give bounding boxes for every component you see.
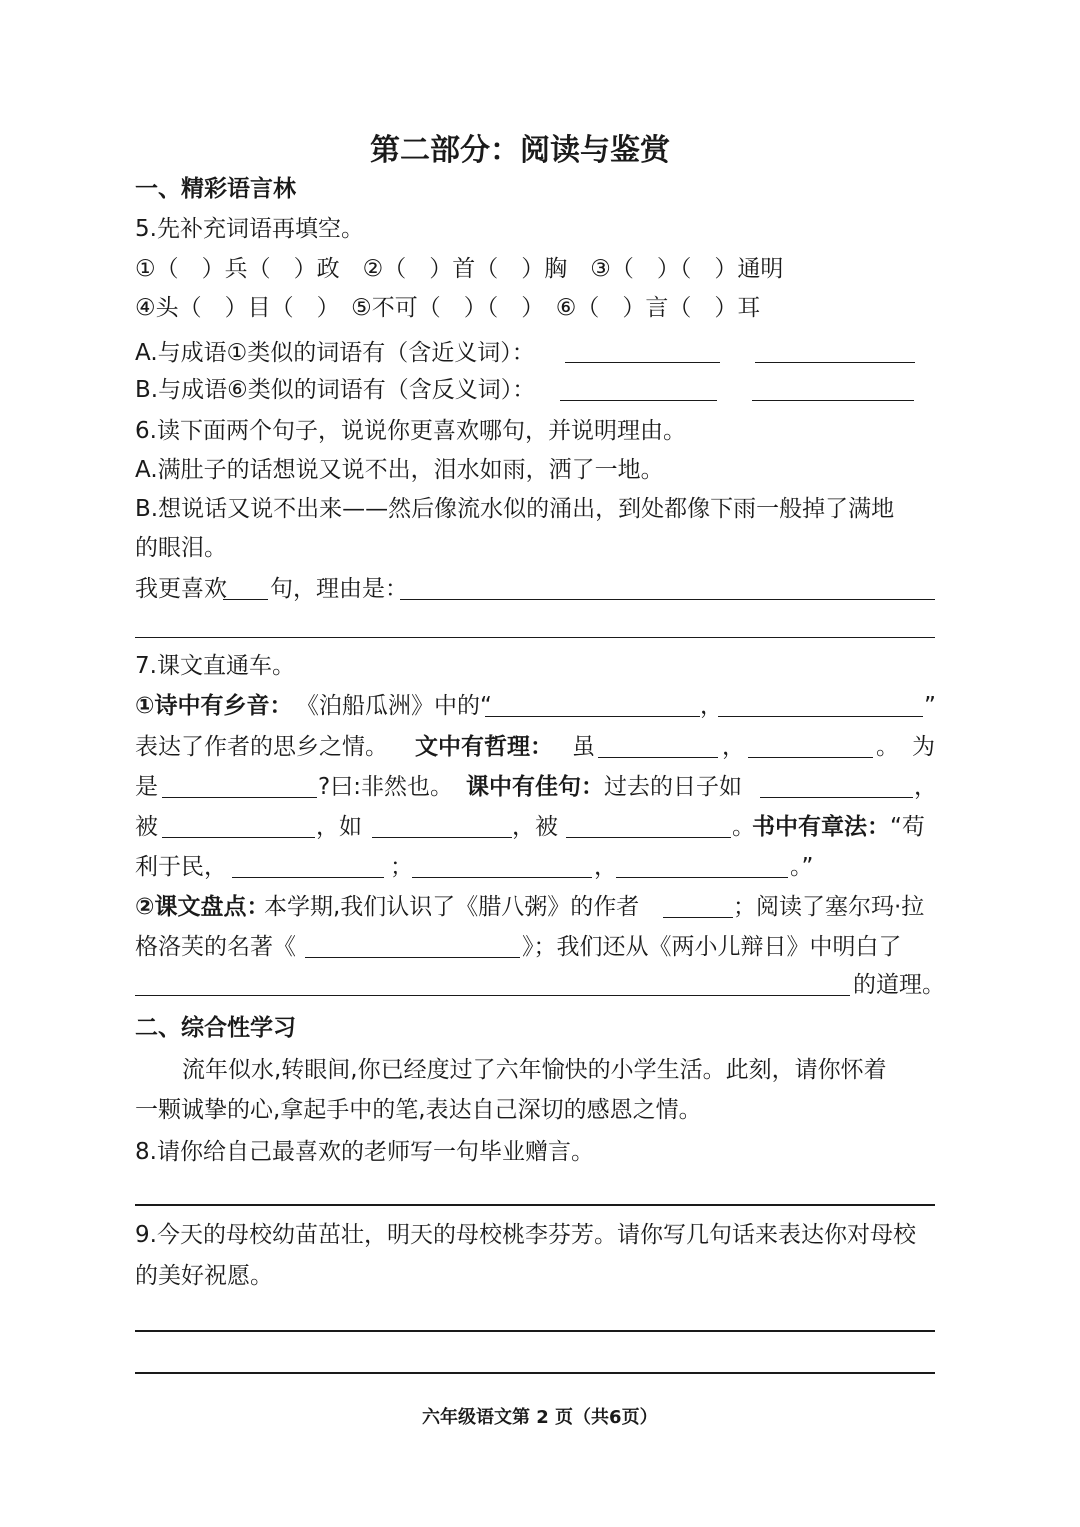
q7-book-title-blank[interactable]: [305, 957, 520, 958]
q7-close-quote: ”: [924, 693, 936, 719]
q6-sentence-b-line2: 的眼泪。: [135, 535, 227, 561]
q5-b-blank-1[interactable]: [560, 400, 717, 401]
q7-poem-blank-2[interactable]: [718, 716, 923, 717]
q6-prompt: 6.读下面两个句子，说说你更喜欢哪句，并说明理由。: [135, 418, 686, 444]
q7-comma-4: ，: [594, 854, 617, 880]
q7-yue: ?曰:非然也。: [318, 774, 453, 800]
q7-p1-line2: 表达了作者的思乡之情。: [135, 734, 388, 760]
q7-p1-label: ①诗中有乡音：: [135, 693, 293, 719]
q7-sentence-blank-2[interactable]: [162, 837, 315, 838]
q7-comma-3: ，: [914, 774, 937, 800]
q7-book-blank-2[interactable]: [412, 877, 592, 878]
q7-comma-2: ，: [722, 734, 745, 760]
q7-prompt: 7.课文直通车。: [135, 653, 295, 679]
q9-prompt-line2: 的美好祝愿。: [135, 1263, 273, 1289]
q7-close-end: 。”: [790, 854, 814, 880]
q5-row2: ④头（ ）目（ ） ⑤不可（ ）（ ） ⑥（ ）言（ ）耳: [135, 295, 761, 321]
q7-book-blank-1[interactable]: [232, 877, 384, 878]
q7-book-blank-3[interactable]: [616, 877, 788, 878]
q5-a-label: A.与成语①类似的词语有（含近义词）：: [135, 340, 535, 366]
q6-answer-prefix: 我更喜欢: [135, 576, 227, 602]
q7-p1-label4: 书中有章法：: [752, 814, 890, 840]
q5-prompt: 5.先补充词语再填空。: [135, 216, 364, 242]
q9-answer-line-1[interactable]: [135, 1330, 935, 1332]
q7-period-2: 。: [732, 814, 755, 840]
q6-reason-blank-2[interactable]: [135, 637, 935, 638]
q7-philosophy-blank-2[interactable]: [748, 757, 873, 758]
section1-heading: 一、精彩语言林: [135, 176, 296, 202]
q7-author-blank[interactable]: [663, 917, 733, 918]
q5-b-blank-2[interactable]: [752, 400, 914, 401]
q9-prompt-line1: 9.今天的母校幼苗茁壮，明天的母校桃李芬芳。请你写几句话来表达你对母校: [135, 1222, 916, 1248]
q7-p2-line2a: 格洛芙的名著《: [135, 934, 296, 960]
q7-wei: 为: [912, 734, 935, 760]
q7-sentence-blank-4[interactable]: [566, 837, 731, 838]
section2-intro-line2: 一颗诚挚的心,拿起手中的笔,表达自己深切的感恩之情。: [135, 1097, 702, 1123]
q7-sentence-blank-3[interactable]: [372, 837, 512, 838]
page-title: 第二部分：阅读与鉴赏: [370, 133, 670, 168]
q7-bei-2: ，被: [512, 814, 558, 840]
q5-a-blank-1[interactable]: [565, 362, 720, 363]
q7-p1-text: 《泊船瓜洲》中的“: [296, 693, 492, 719]
q7-truth-blank[interactable]: [135, 995, 850, 996]
q7-li: 利于民，: [135, 854, 227, 880]
q7-p2-text: 本学期,我们认识了《腊八粥》的作者: [264, 894, 640, 920]
q7-period-1: 。: [876, 734, 899, 760]
section2-intro-line1: 流年似水,转眼间,你已经度过了六年愉快的小学生活。此刻，请你怀着: [182, 1057, 887, 1083]
q9-answer-line-2[interactable]: [135, 1372, 935, 1374]
q7-bei-1: 被: [135, 814, 158, 840]
q7-ru: ，如: [316, 814, 362, 840]
q7-p2-text2: ；阅读了塞尔玛·拉: [733, 894, 925, 920]
q7-p2-line3: 的道理。: [853, 972, 945, 998]
q6-answer-reason-label: 句，理由是：: [270, 576, 408, 602]
q5-a-blank-2[interactable]: [755, 362, 915, 363]
q7-p2-label: ②课文盘点：: [135, 894, 270, 920]
q6-sentence-b-line1: B.想说话又说不出来——然后像流水似的涌出，到处都像下雨一般掉了满地: [135, 496, 895, 522]
q8-prompt: 8.请你给自己最喜欢的老师写一句毕业赠言。: [135, 1139, 594, 1165]
q7-p2-line2b: 》；我们还从《两小儿辩日》中明白了: [522, 934, 902, 960]
q7-philosophy-blank-1[interactable]: [598, 757, 718, 758]
q7-comma-1: ，: [700, 693, 723, 719]
q7-semicolon: ；: [390, 854, 413, 880]
q6-choice-blank[interactable]: [223, 599, 268, 600]
q7-p1-label3: 课中有佳句：: [466, 774, 604, 800]
q7-poem-blank-1[interactable]: [485, 716, 700, 717]
section2-heading: 二、综合性学习: [135, 1015, 296, 1041]
page-footer: 六年级语文第 2 页（共6页）: [422, 1407, 658, 1428]
q5-b-label: B.与成语⑥类似的词语有（含反义词）：: [135, 377, 536, 403]
q7-sentence-blank-1[interactable]: [760, 797, 913, 798]
q6-reason-blank-1[interactable]: [400, 599, 935, 600]
q8-answer-line[interactable]: [135, 1204, 935, 1206]
q7-gou: “苟: [890, 814, 925, 840]
q7-p1-label2: 文中有哲理：: [415, 734, 553, 760]
q7-shi: 是: [135, 774, 158, 800]
q5-row1: ①（ ）兵（ ）政 ②（ ）首（ ）胸 ③（ ）（ ）通明: [135, 256, 784, 282]
q7-past-days: 过去的日子如: [604, 774, 742, 800]
q7-philosophy-blank-3[interactable]: [162, 797, 317, 798]
q7-sui: 虽: [572, 734, 595, 760]
q6-sentence-a: A.满肚子的话想说又说不出，泪水如雨，洒了一地。: [135, 457, 664, 483]
